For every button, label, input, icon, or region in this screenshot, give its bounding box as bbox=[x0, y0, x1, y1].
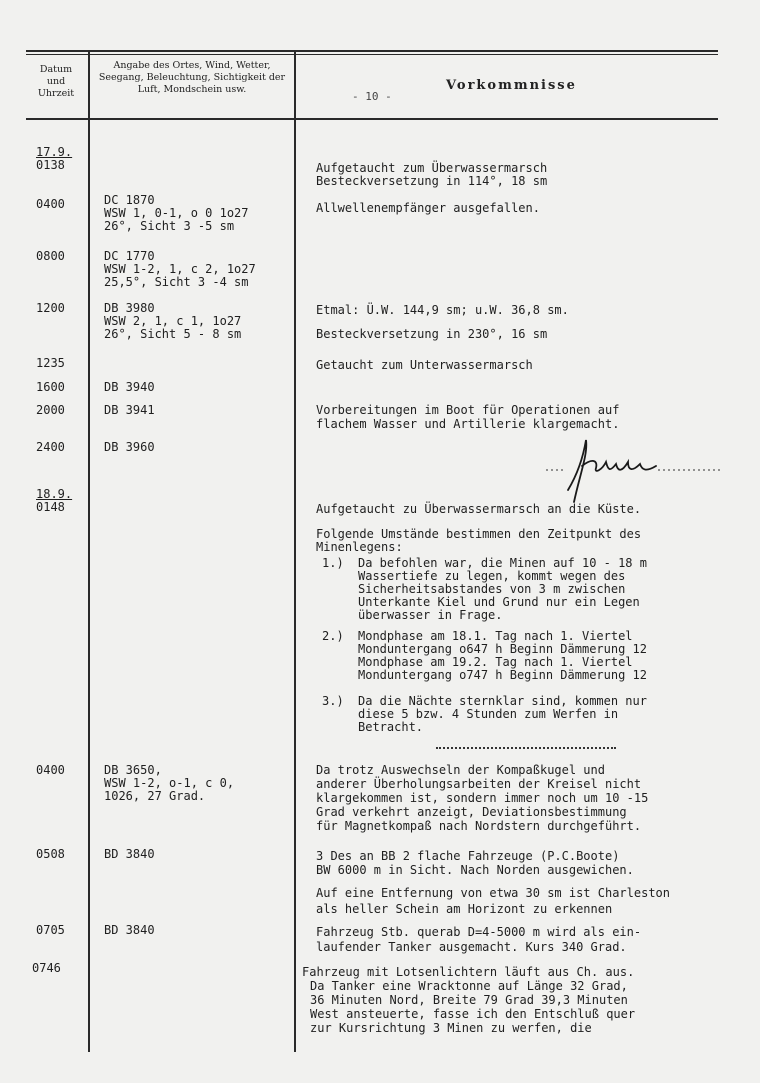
condition-number: 1.) bbox=[322, 556, 344, 570]
entry-event-line: anderer Überholungsarbeiten der Kreisel nicht bbox=[316, 777, 642, 791]
entry-place-line: WSW 1-2, o-1, c 0, bbox=[104, 776, 235, 790]
entry-event-line: Fahrzeug mit Lotsenlichtern läuft aus Ch. aus. bbox=[302, 965, 635, 979]
entry-time: 0400 bbox=[36, 763, 65, 777]
header-events-column: Vorkommnisse bbox=[446, 78, 577, 93]
entry-place-line: DB 3980 bbox=[104, 301, 155, 315]
col-divider-2 bbox=[294, 52, 296, 1052]
entry-event-line: Folgende Umstände bestimmen den Zeitpunkt des bbox=[316, 527, 642, 541]
entry-place-line: DB 3941 bbox=[104, 403, 155, 417]
entry-place-line: DC 1870 bbox=[104, 193, 155, 207]
entry-date: 17.9. bbox=[36, 145, 73, 159]
condition-line: überwasser in Frage. bbox=[358, 608, 503, 622]
condition-line: Mondphase am 18.1. Tag nach 1. Viertel bbox=[358, 629, 633, 643]
entry-place-line: WSW 1, 0-1, o 0 1o27 bbox=[104, 206, 249, 220]
condition-line: Da die Nächte sternklar sind, kommen nur bbox=[358, 694, 647, 708]
entry-event-line: Aufgetaucht zum Überwassermarsch bbox=[316, 161, 548, 175]
entry-time: 0508 bbox=[36, 847, 65, 861]
entry-event-line: 3 Des an BB 2 flache Fahrzeuge (P.C.Boote) bbox=[316, 849, 620, 863]
header-bottom-rule bbox=[26, 118, 718, 120]
entry-event-line: Besteckversetzung in 230°, 16 sm bbox=[316, 327, 548, 341]
entry-event-line: Da trotz Auswechseln der Kompaßkugel und bbox=[316, 763, 605, 777]
entry-event-line: für Magnetkompaß nach Nordstern durchgeführt. bbox=[316, 819, 642, 833]
top-rule-thin bbox=[26, 54, 718, 55]
entry-event-line: flachem Wasser und Artillerie klargemacht. bbox=[316, 417, 620, 431]
header-place-column: Angabe des Ortes, Wind, Wetter, Seegang, Beleuchtung, Sichtigkeit der Luft, Mondschein usw. bbox=[98, 60, 286, 95]
condition-line: Unterkante Kiel und Grund nur ein Legen bbox=[358, 595, 640, 609]
entry-time: 2400 bbox=[36, 440, 65, 454]
entry-place-line: DB 3940 bbox=[104, 380, 155, 394]
entry-event-line: Besteckversetzung in 114°, 18 sm bbox=[316, 174, 548, 188]
entry-time: 1235 bbox=[36, 356, 65, 370]
entry-place-line: 26°, Sicht 3 -5 sm bbox=[104, 219, 235, 233]
entry-event-line: klargekommen ist, sondern immer noch um 10 -15 bbox=[316, 791, 649, 805]
commander-signature bbox=[546, 430, 722, 510]
entry-event-line: West ansteuerte, fasse ich den Entschluß quer bbox=[310, 1007, 636, 1021]
condition-line: Wassertiefe zu legen, kommt wegen des bbox=[358, 569, 626, 583]
entry-event-line: als heller Schein am Horizont zu erkennen bbox=[316, 902, 613, 916]
top-rule bbox=[26, 50, 718, 52]
entry-time: 1600 bbox=[36, 380, 65, 394]
entry-place-line: BD 3840 bbox=[104, 847, 155, 861]
condition-line: Mondphase am 19.2. Tag nach 1. Viertel bbox=[358, 655, 633, 669]
entry-event-line: Aufgetaucht zu Überwassermarsch an die Küste. bbox=[316, 502, 642, 516]
condition-line: Monduntergang o647 h Beginn Dämmerung 12 bbox=[358, 642, 647, 656]
entry-place-line: WSW 1-2, 1, c 2, 1o27 bbox=[104, 262, 256, 276]
entry-event-line: 36 Minuten Nord, Breite 79 Grad 39,3 Minuten bbox=[310, 993, 628, 1007]
entry-event-line: BW 6000 m in Sicht. Nach Norden ausgewichen. bbox=[316, 863, 634, 877]
entry-event-line: Getaucht zum Unterwassermarsch bbox=[316, 358, 533, 372]
page-number: - 10 - bbox=[352, 90, 392, 103]
condition-number: 2.) bbox=[322, 629, 344, 643]
entry-time: 2000 bbox=[36, 403, 65, 417]
entry-event-line: Fahrzeug Stb. querab D=4-5000 m wird als ein- bbox=[316, 925, 642, 939]
entry-time: 0138 bbox=[36, 158, 65, 172]
entry-time: 1200 bbox=[36, 301, 65, 315]
entry-event-line: Da Tanker eine Wracktonne auf Länge 32 Grad, bbox=[310, 979, 628, 993]
entry-event-line: laufender Tanker ausgemacht. Kurs 340 Grad. bbox=[316, 940, 627, 954]
entry-place-line: DB 3650, bbox=[104, 763, 162, 777]
entry-event-line: Auf eine Entfernung von etwa 30 sm ist Charleston bbox=[316, 886, 671, 900]
entry-place-line: WSW 2, 1, c 1, 1o27 bbox=[104, 314, 242, 328]
entry-place-line: 25,5°, Sicht 3 -4 sm bbox=[104, 275, 249, 289]
entry-date: 18.9. bbox=[36, 487, 73, 501]
entry-event-line: Vorbereitungen im Boot für Operationen auf bbox=[316, 403, 620, 417]
entry-event-line: Grad verkehrt anzeigt, Deviationsbestimmung bbox=[316, 805, 627, 819]
condition-line: Betracht. bbox=[358, 720, 424, 734]
entry-place-line: BD 3840 bbox=[104, 923, 155, 937]
entry-place-line: DC 1770 bbox=[104, 249, 155, 263]
condition-line: Da befohlen war, die Minen auf 10 - 18 m bbox=[358, 556, 647, 570]
entry-place-line: 26°, Sicht 5 - 8 sm bbox=[104, 327, 242, 341]
entry-time: 0705 bbox=[36, 923, 65, 937]
entry-place-line: DB 3960 bbox=[104, 440, 155, 454]
entry-event-line: Etmal: Ü.W. 144,9 sm; u.W. 36,8 sm. bbox=[316, 303, 569, 317]
section-divider bbox=[436, 747, 616, 749]
entry-time: 0800 bbox=[36, 249, 65, 263]
col-divider-1 bbox=[88, 52, 90, 1052]
entry-time: 0400 bbox=[36, 197, 65, 211]
entry-event-line: Minenlegens: bbox=[316, 540, 403, 554]
condition-line: Monduntergang o747 h Beginn Dämmerung 12 bbox=[358, 668, 647, 682]
entry-event-line: zur Kursrichtung 3 Minen zu werfen, die bbox=[310, 1021, 592, 1035]
condition-line: Sicherheitsabstandes von 3 m zwischen bbox=[358, 582, 626, 596]
header-date-column: Datum und Uhrzeit bbox=[37, 64, 75, 99]
entry-time: 0746 bbox=[32, 961, 61, 975]
entry-place-line: 1026, 27 Grad. bbox=[104, 789, 206, 803]
entry-event-line: Allwellenempfänger ausgefallen. bbox=[316, 201, 540, 215]
entry-time: 0148 bbox=[36, 500, 65, 514]
condition-line: diese 5 bzw. 4 Stunden zum Werfen in bbox=[358, 707, 619, 721]
condition-number: 3.) bbox=[322, 694, 344, 708]
